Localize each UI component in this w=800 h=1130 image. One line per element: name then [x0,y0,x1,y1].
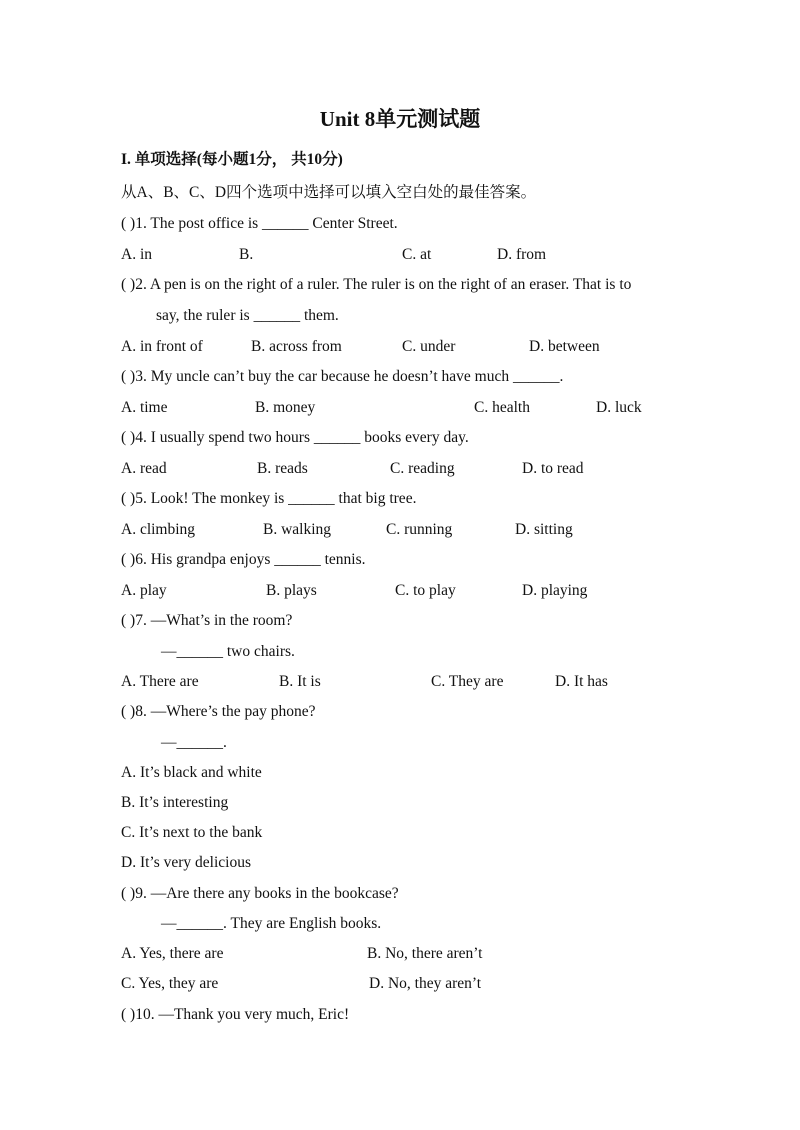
question-9-response: —______. They are English books. [161,915,382,932]
question-9-option-a: A. Yes, there are [121,945,224,962]
question-7-option-a: A. There are [121,673,199,690]
question-3-option-a: A. time [121,399,168,416]
question-4-option-a: A. read [121,460,167,477]
question-9-option-d: D. No, they aren’t [369,975,482,992]
question-10-stem: ( )10. —Thank you very much, Eric! [121,1006,350,1023]
question-4-option-c: C. reading [390,460,455,477]
question-3-option-d: D. luck [596,399,642,416]
question-7-stem: ( )7. —What’s in the room? [121,612,293,629]
question-9-stem: ( )9. —Are there any books in the bookcase? [121,885,399,902]
question-1-option-d: D. from [497,246,547,263]
question-8-option-b: B. It’s interesting [121,794,229,811]
question-2-option-c: C. under [402,338,456,355]
page-title: Unit 8单元测试题 [319,107,481,131]
question-7-option-c: C. They are [431,673,504,690]
question-2-option-a: A. in front of [121,338,203,355]
question-6-option-b: B. plays [266,582,317,599]
section-instruction: 从A、B、C、D四个选项中选择可以填入空白处的最佳答案。 [121,184,537,201]
question-2-option-b: B. across from [251,338,342,355]
question-9-option-b: B. No, there aren’t [367,945,483,962]
question-5-option-d: D. sitting [515,521,573,538]
question-5-option-c: C. running [386,521,453,538]
question-3-stem: ( )3. My uncle can’t buy the car because he doesn’t have much ______. [121,368,564,385]
question-7-option-b: B. It is [279,673,321,690]
section-heading: I. 单项选择(每小题1分， 共10分) [121,151,343,168]
question-3-option-c: C. health [474,399,530,416]
question-6-option-d: D. playing [522,582,588,599]
question-2-stem-continued: say, the ruler is ______ them. [156,307,339,324]
question-6-stem: ( )6. His grandpa enjoys ______ tennis. [121,551,366,568]
question-2-stem: ( )2. A pen is on the right of a ruler. The ruler is on the right of an eraser. That is to [121,276,632,293]
question-5-option-a: A. climbing [121,521,196,538]
question-5-option-b: B. walking [263,521,332,538]
question-7-response: —______ two chairs. [161,643,295,660]
question-8-option-d: D. It’s very delicious [121,854,252,871]
question-1-stem: ( )1. The post office is ______ Center Street. [121,215,398,232]
question-5-stem: ( )5. Look! The monkey is ______ that big tree. [121,490,417,507]
question-1-option-c: C. at [402,246,432,263]
question-2-option-d: D. between [529,338,600,355]
question-6-option-c: C. to play [395,582,456,599]
question-6-option-a: A. play [121,582,167,599]
question-8-stem: ( )8. —Where’s the pay phone? [121,703,316,720]
question-4-option-b: B. reads [257,460,308,477]
question-1-option-a: A. in [121,246,152,263]
question-3-option-b: B. money [255,399,316,416]
question-1-option-b: B. [239,246,254,263]
question-4-option-d: D. to read [522,460,584,477]
question-7-option-d: D. It has [555,673,608,690]
question-8-option-c: C. It’s next to the bank [121,824,263,841]
question-8-option-a: A. It’s black and white [121,764,262,781]
question-9-option-c: C. Yes, they are [121,975,219,992]
question-4-stem: ( )4. I usually spend two hours ______ books every day. [121,429,469,446]
question-8-response: —______. [161,734,227,751]
